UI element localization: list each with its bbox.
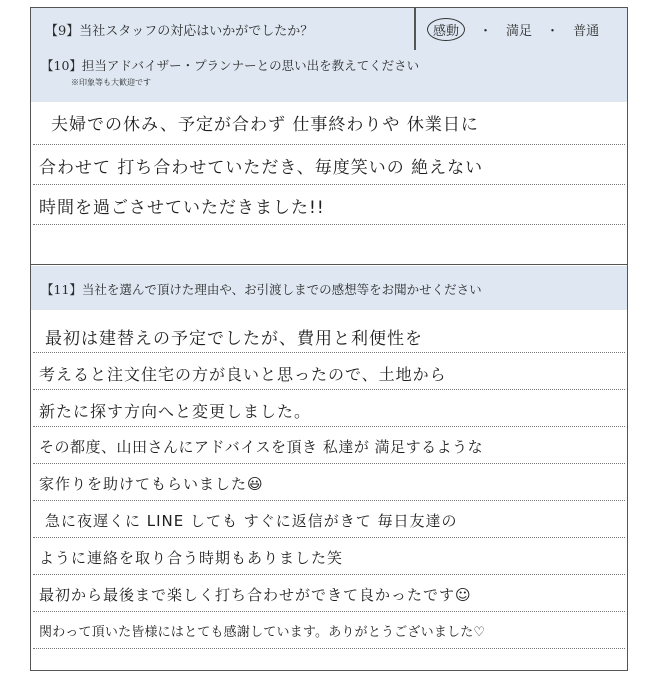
ruled-line [33,463,625,464]
ruled-line [33,144,625,145]
ruled-line [33,389,625,390]
answer-11-line-2: 考えると注文住宅の方が良いと思ったので、土地から [39,365,447,384]
answer-11-line-7: ように連絡を取り合う時期もありました笑 [39,549,344,567]
option-separator: ・ [479,24,493,39]
ruled-line [33,500,625,501]
answer-11-line-3: 新たに探す方向へと変更しました。 [39,402,312,421]
question-9-options [429,20,599,41]
answer-11-line-4: その都度、山田さんにアドバイスを頂き 私達が 満足するような [39,438,484,456]
question-9-text: 【9】当社スタッフの対応はいかがでしたか？ [45,24,314,39]
ruled-line [33,352,625,353]
answer-11-line-9: 関わって頂いた皆様にはとても感謝しています。ありがとうございました♡ [39,625,486,640]
answer-10-line-3: 時間を過ごさせていただきました!! [39,198,325,218]
section-separator [31,264,627,265]
survey-sheet [30,7,628,671]
question-9-row [31,8,627,51]
answer-11-line-6: 急に夜遅くに LINE しても すぐに返信がきて 毎日友達の [45,512,458,530]
ruled-line [33,648,625,649]
question-11-title: 【11】当社を選んで頂けた理由や、お引渡しまでの感想等をお聞かせください [41,282,482,297]
ruled-line [33,184,625,185]
ruled-line [33,574,625,575]
option-kando-selected: 感動 [427,18,465,41]
answer-11-line-8: 最初から最後まで楽しく打ち合わせができて良かったです☺ [39,586,472,604]
option-futsu: 普通 [573,24,600,39]
column-divider [414,8,416,50]
option-manzoku: 満足 [506,24,533,39]
ruled-line [33,224,625,225]
ruled-line [33,537,625,538]
question-10-title: 【10】担当アドバイザー・プランナーとの思い出を教えてください [41,58,420,73]
question-11-header [31,266,627,310]
question-10-note: ※印象等も大歓迎です [71,78,151,87]
answer-10-line-2: 合わせて 打ち合わせていただき、毎度笑いの 絶えない [39,158,484,178]
answer-10-line-1: 夫婦での休み、予定が合わず 仕事終わりや 休業日に [51,115,479,135]
answer-11-line-5: 家作りを助けてもらいました😃 [39,475,264,493]
question-10-header [31,50,627,102]
answer-11-line-1: 最初は建替えの予定でしたが、費用と利便性を [45,329,423,349]
option-separator: ・ [546,24,560,39]
ruled-line [33,611,625,612]
ruled-line [33,426,625,427]
